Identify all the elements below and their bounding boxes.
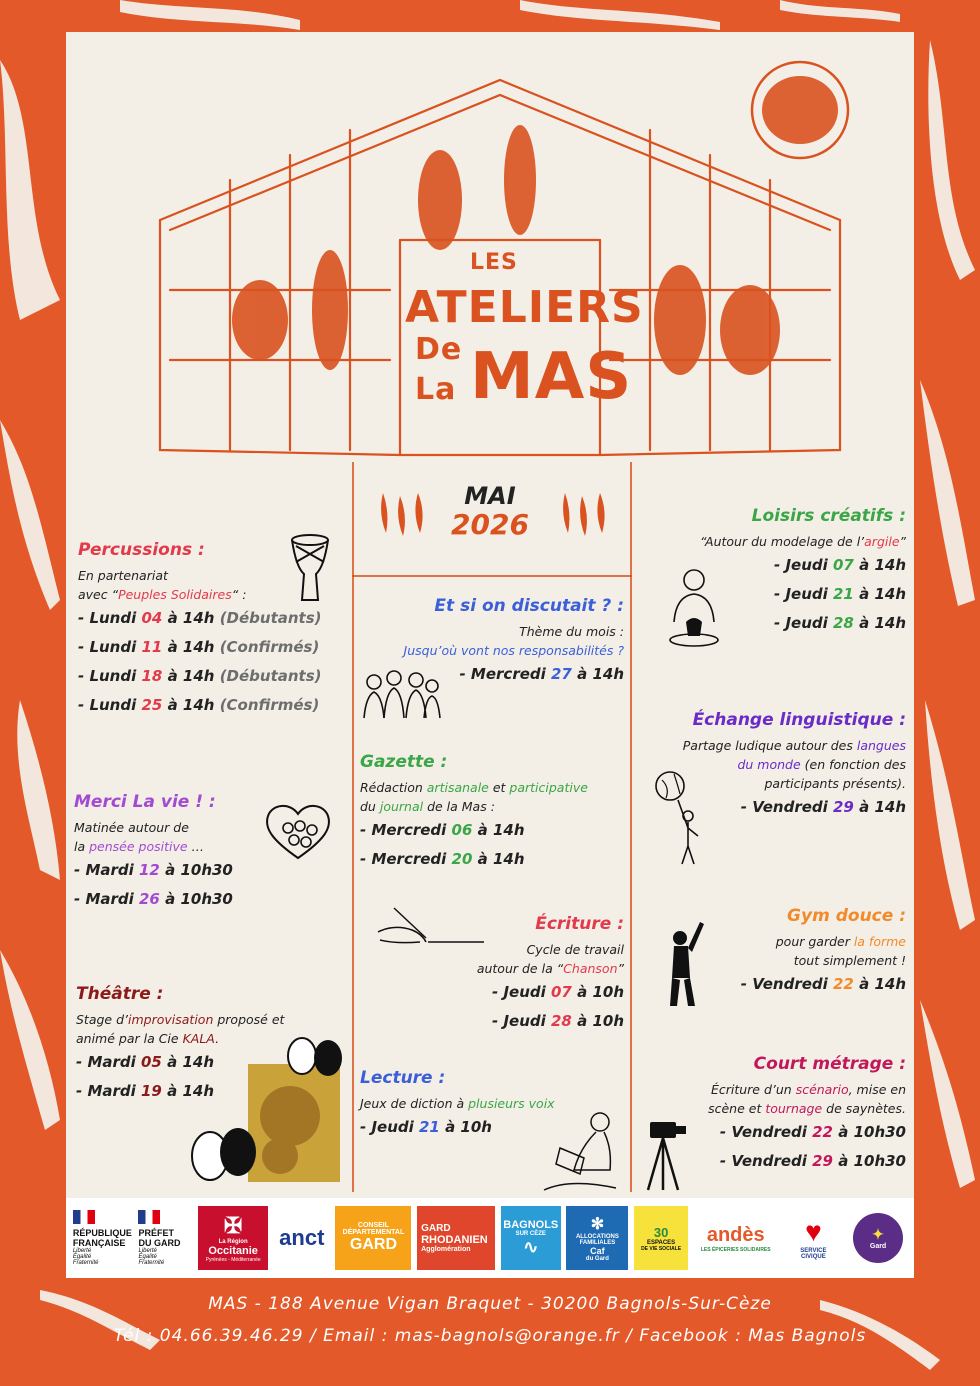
reading-person-icon	[540, 1108, 620, 1192]
pottery-person-icon	[660, 566, 728, 650]
center-column-divider	[352, 575, 632, 577]
discuter-title: Et si on discutait ? :	[434, 596, 624, 616]
loisirs-session: - Jeudi 21 à 14h	[774, 585, 906, 603]
camera-tripod-icon	[640, 1118, 688, 1192]
logo-occitanie: ✠ La Région Occitanie Pyrénées - Méditerranée	[198, 1206, 268, 1270]
theatre-title: Théâtre :	[76, 984, 164, 1004]
footer-address: MAS - 188 Avenue Vigan Braquet - 30200 Bagnols-Sur-Cèze	[208, 1294, 772, 1314]
gazette-session: - Mercredi 20 à 14h	[360, 850, 525, 868]
gym-intro-1: pour garder la forme	[775, 934, 906, 949]
date-block	[440, 482, 540, 541]
percussions-session: - Lundi 25 à 14h (Confirmés)	[78, 696, 320, 714]
merci-intro-1: Matinée autour de	[74, 820, 189, 835]
drum-icon	[288, 532, 332, 604]
court-intro-1: Écriture d’un scénario, mise en	[710, 1082, 906, 1097]
title-mas: MAS	[470, 340, 633, 414]
logo-espaces-vie-sociale: 30 ESPACES DE VIE SOCIALE	[634, 1206, 688, 1270]
court-session: - Vendredi 22 à 10h30	[719, 1123, 906, 1141]
stretching-person-icon	[660, 916, 706, 1008]
echange-intro-3: participants présents).	[764, 776, 906, 791]
ecriture-intro-1: Cycle de travail	[526, 942, 624, 957]
echange-title: Échange linguistique :	[692, 710, 906, 730]
logo-andes: andès LES ÉPICERIES SOLIDAIRES	[700, 1223, 771, 1253]
globe-person-icon	[654, 770, 704, 866]
gym-session: - Vendredi 22 à 14h	[740, 975, 906, 993]
gazette-intro-1: Rédaction artisanale et participative	[360, 780, 588, 795]
echange-intro-1: Partage ludique autour des langues	[682, 738, 906, 753]
center-column-left-line	[352, 462, 354, 1192]
percussions-session: - Lundi 11 à 14h (Confirmés)	[78, 638, 320, 656]
section-ecriture	[356, 914, 624, 1036]
loisirs-title: Loisirs créatifs :	[751, 506, 906, 526]
month-label: MAI	[464, 482, 516, 510]
percussions-session: - Lundi 04 à 14h (Débutants)	[78, 609, 322, 627]
ecriture-intro-2: autour de la “Chanson”	[476, 961, 624, 976]
logo-republique-francaise: RÉPUBLIQUE FRANÇAISE Liberté Égalité Fraternité	[73, 1206, 133, 1270]
ecriture-session: - Jeudi 28 à 10h	[492, 1012, 624, 1030]
ecriture-session: - Jeudi 07 à 10h	[492, 983, 624, 1001]
echange-session: - Vendredi 29 à 14h	[740, 798, 906, 816]
discuter-intro-1: Thème du mois :	[519, 624, 624, 639]
footer-contact[interactable]: Tél : 04.66.39.46.29 / Email : mas-bagnols@orange.fr / Facebook : Mas Bagnols	[113, 1326, 867, 1346]
title-de: De	[415, 332, 463, 367]
leaf-decoration-left	[378, 488, 438, 538]
lecture-title: Lecture :	[360, 1068, 446, 1088]
gym-intro-2: tout simplement !	[793, 953, 906, 968]
logo-gard-rhodanien: GARD RHODANIEN Agglomération	[417, 1206, 495, 1270]
loisirs-session: - Jeudi 07 à 14h	[774, 556, 906, 574]
logo-gard-circle: ✦ Gard	[849, 1206, 907, 1270]
group-discussion-icon	[360, 668, 442, 724]
section-gazette	[360, 752, 628, 874]
title-ateliers: ATELIERS	[405, 282, 644, 333]
ecriture-title: Écriture :	[535, 914, 624, 934]
discuter-intro-2: Jusqu’où vont nos responsabilités ?	[403, 643, 624, 658]
logo-gard-departement: CONSEIL DÉPARTEMENTAL GARD	[335, 1206, 411, 1270]
logo-anct: anct	[279, 1225, 325, 1250]
echange-intro-2: du monde (en fonction des	[737, 757, 906, 772]
discuter-session: - Mercredi 27 à 14h	[459, 665, 624, 683]
court-session: - Vendredi 29 à 10h30	[719, 1152, 906, 1170]
gazette-title: Gazette :	[360, 752, 448, 772]
gazette-intro-2: du journal de la Mas :	[360, 799, 495, 814]
merci-title: Merci La vie ! :	[74, 792, 216, 812]
theatre-session: - Mardi 19 à 14h	[76, 1082, 214, 1100]
year-label: 2026	[451, 508, 529, 541]
title-la: La	[415, 372, 457, 407]
theatre-intro-1: Stage d’improvisation proposé et	[76, 1012, 285, 1027]
heart-group-icon	[262, 800, 334, 862]
court-intro-2: scène et tournage de saynètes.	[708, 1101, 906, 1116]
center-column-right-line	[630, 462, 632, 1192]
logo-bagnols-sur-ceze: BAGNOLS SUR CÈZE ∿	[501, 1206, 561, 1270]
lecture-session: - Jeudi 21 à 10h	[360, 1118, 492, 1136]
merci-session: - Mardi 26 à 10h30	[74, 890, 233, 908]
merci-intro-2: la pensée positive …	[74, 839, 205, 854]
merci-session: - Mardi 12 à 10h30	[74, 861, 233, 879]
theatre-session: - Mardi 05 à 14h	[76, 1053, 214, 1071]
logo-service-civique: ♥ SERVICE CIVIQUE	[800, 1216, 827, 1260]
gazette-session: - Mercredi 06 à 14h	[360, 821, 525, 839]
percussions-title: Percussions :	[78, 540, 205, 560]
percussions-session: - Lundi 18 à 14h (Débutants)	[78, 667, 322, 685]
percussions-intro-1: En partenariat	[78, 568, 168, 583]
partner-logos-bar	[66, 1198, 914, 1278]
lecture-intro-1: Jeux de diction à plusieurs voix	[360, 1096, 555, 1111]
title-les: LES	[470, 250, 518, 275]
logo-caf-du-gard: ✻ ALLOCATIONS FAMILIALES Caf du Gard	[566, 1206, 628, 1270]
theatre-masks-illustration	[190, 1036, 350, 1186]
percussions-intro-2: avec “Peuples Solidaires“ :	[78, 587, 247, 602]
gym-title: Gym douce :	[787, 906, 906, 926]
loisirs-intro-1: “Autour du modelage de l’argile”	[700, 534, 906, 549]
theatre-intro-2: animé par la Cie KALA.	[76, 1031, 220, 1046]
court-title: Court métrage :	[753, 1054, 906, 1074]
logo-prefet-du-gard: PRÉFET DU GARD Liberté Égalité Fraternité	[138, 1206, 192, 1270]
loisirs-session: - Jeudi 28 à 14h	[774, 614, 906, 632]
leaf-decoration-right	[560, 488, 620, 538]
